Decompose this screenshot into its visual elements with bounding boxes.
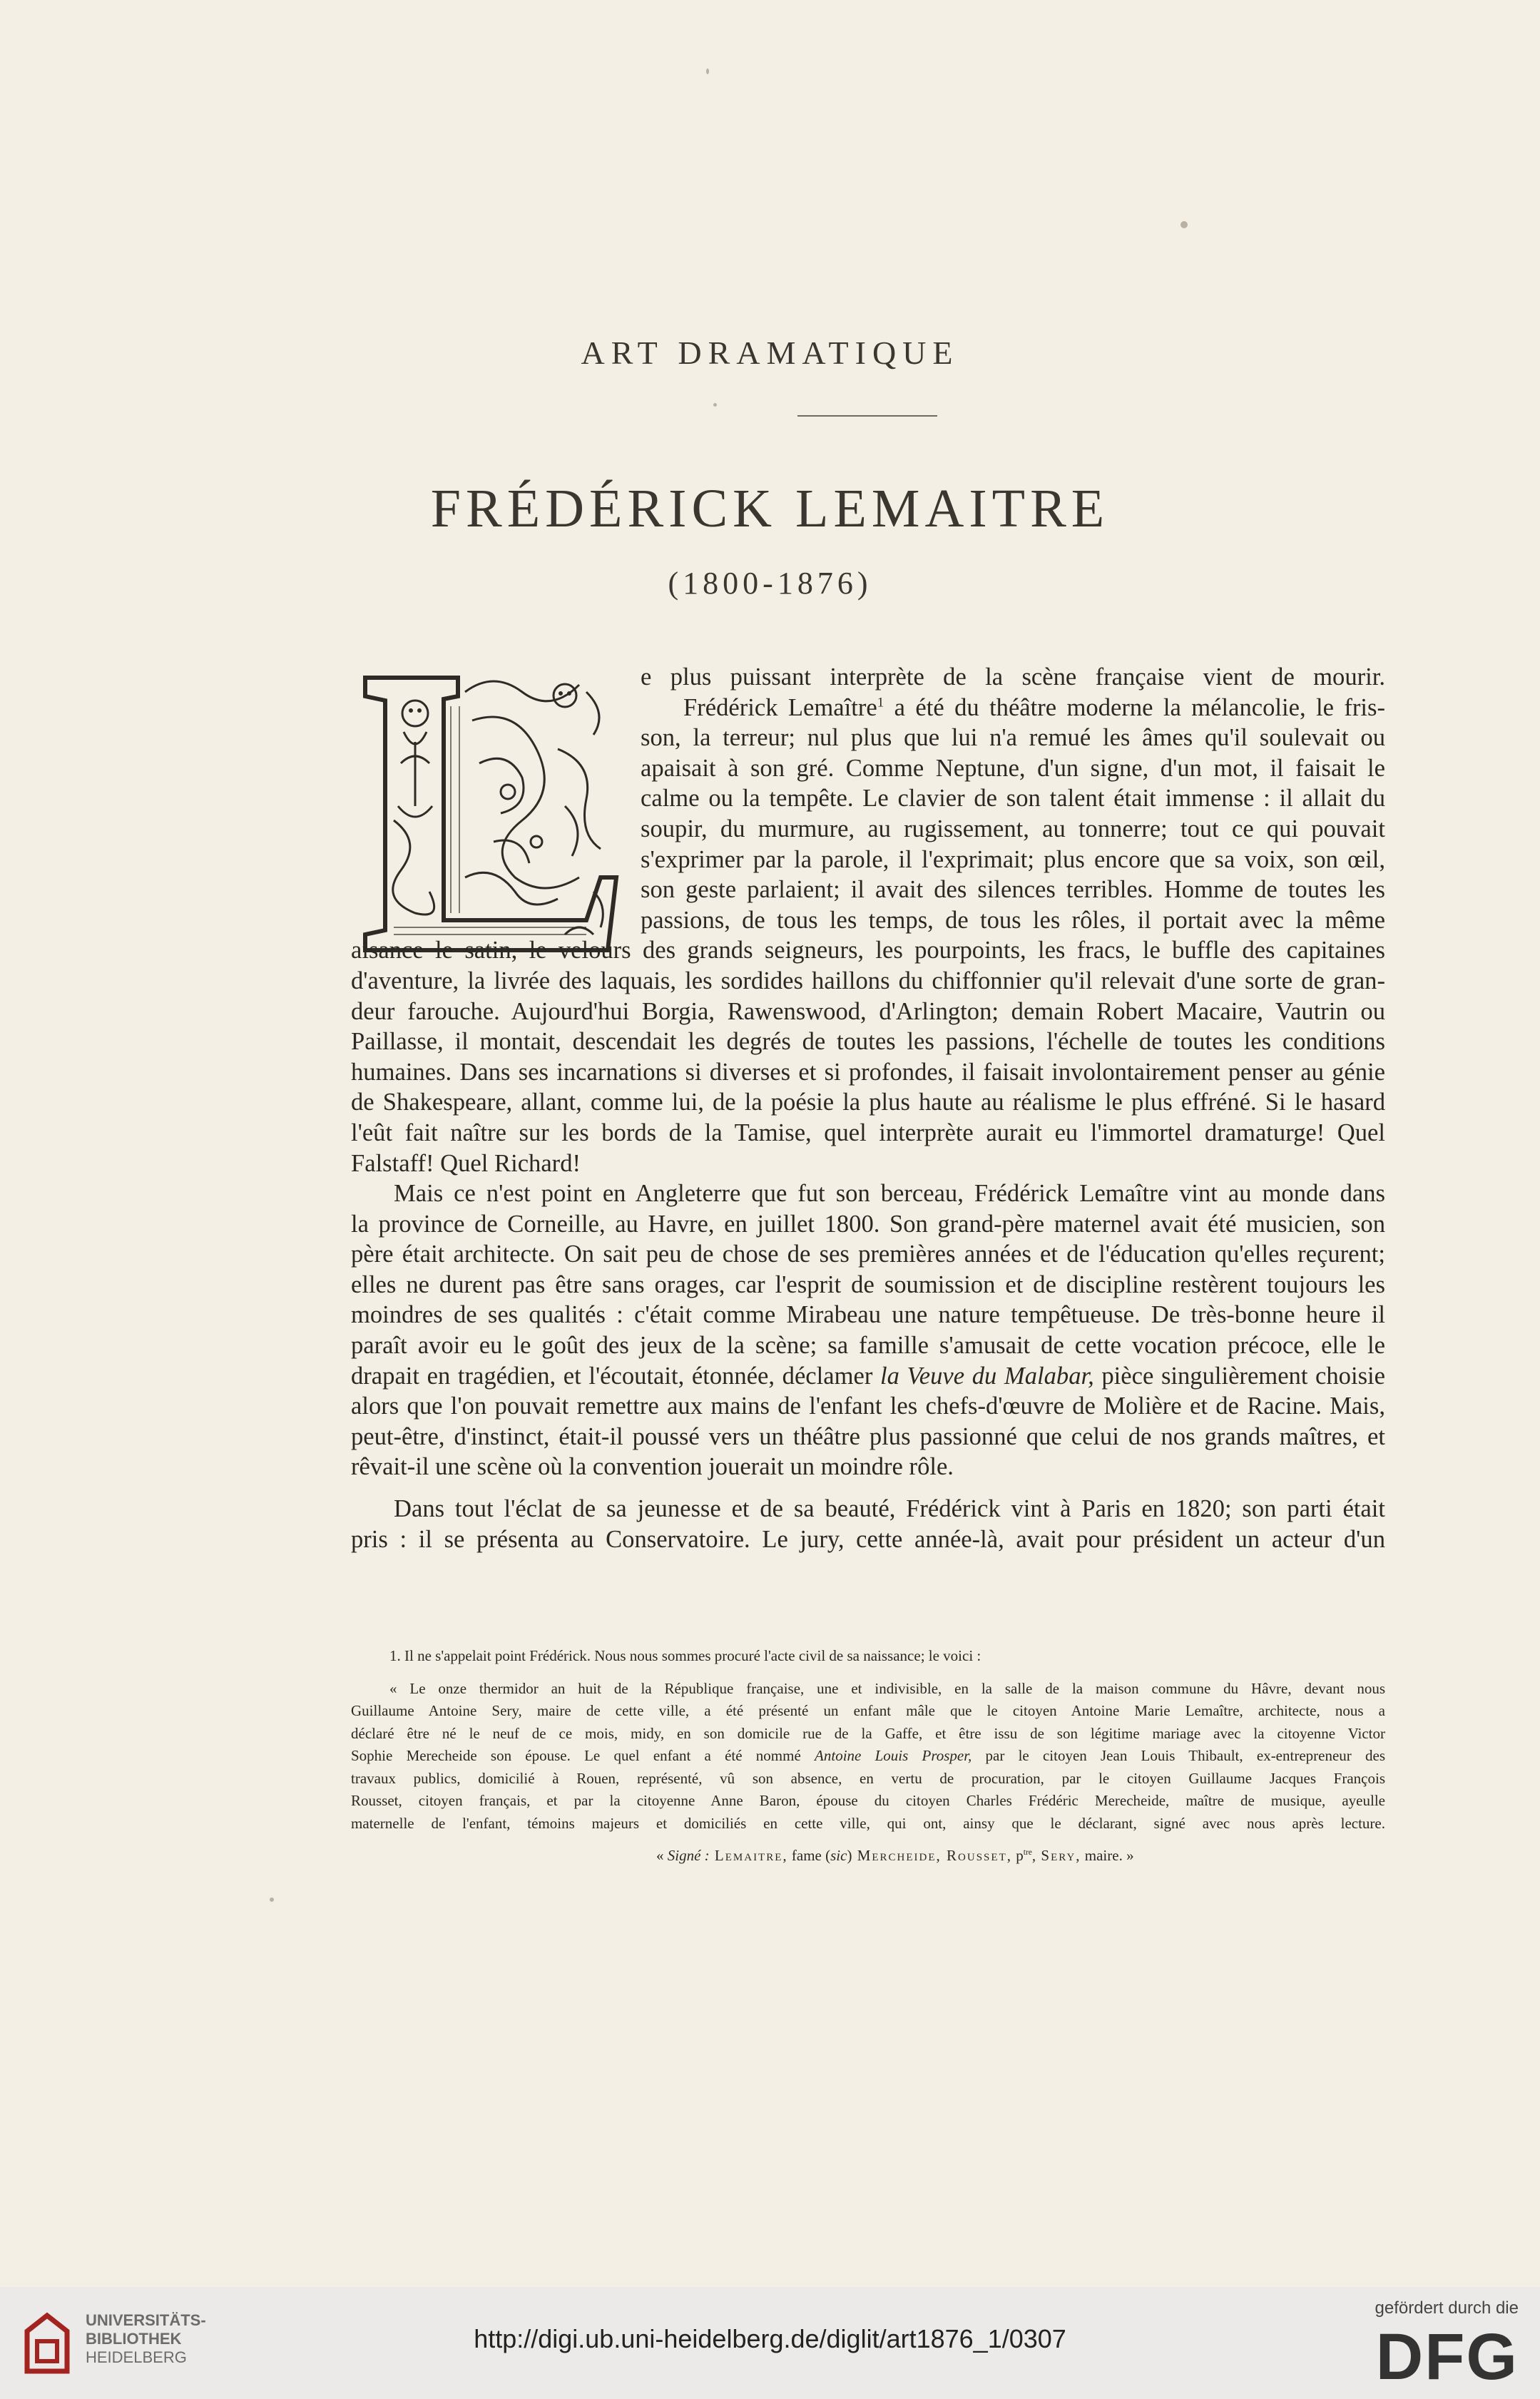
text-run: Sophie Merecheide son épouse. Le quel enfant a été nommé (351, 1747, 815, 1764)
text-line: deur farouche. Aujourd'hui Borgia, Rawenswood, d'Arlington; demain Robert Macaire, Vautrin ou (351, 997, 1385, 1025)
text-line (641, 693, 1385, 723)
life-dates: (1800-1876) (668, 566, 872, 601)
library-name-line: HEIDELBERG (86, 2348, 187, 2366)
text-run: pièce singulièrement choisie (1093, 1362, 1385, 1390)
footnote-marker[interactable]: 1 (877, 695, 884, 710)
text-line: peut-être, d'instinct, était-il poussé vers un théâtre plus passionné que celui de nos grands maîtres, et (351, 1422, 1385, 1450)
text-run: « (656, 1847, 668, 1864)
paper-speck (713, 403, 717, 407)
text-line: apaisait à son gré. Comme Neptune, d'un signe, d'un mot, il faisait le (641, 754, 1385, 782)
text-line: elles ne durent pas être sans orages, car l'esprit de soumission et de discipline restèrent toujours les (351, 1270, 1385, 1298)
article-body (351, 662, 1385, 1554)
footnote-line: Guillaume Antoine Sery, maire de cette ville, a été présenté un enfant mâle que le citoyen Antoine Marie Lemaître, architecte, nous a (351, 1702, 1385, 1719)
child-name: Antoine Louis Prosper, (815, 1747, 972, 1764)
footnotes (351, 1645, 1385, 1868)
text-run: a été du théâtre moderne la mélancolie, le fris- (884, 693, 1385, 721)
text-line: aisance le satin, le velours des grands seigneurs, les pourpoints, les fracs, le buffle des capitaines (351, 937, 1385, 964)
text-line: l'eût fait naître sur les bords de la Tamise, quel interprète aurait eu l'immortel dramaturge! Quel (351, 1119, 1385, 1146)
play-title: la Veuve du Malabar, (879, 1362, 1094, 1390)
text-line: Mais ce n'est point en Angleterre que fut son berceau, Frédérick Lemaître vint au monde dans (394, 1180, 1385, 1208)
paper-speck (706, 68, 709, 74)
text-line: humaines. Dans ses incarnations si diverses et si profondes, il faisait involontairement penser au génie (351, 1058, 1385, 1086)
text-line: la province de Corneille, au Havre, en juillet 1800. Son grand-père maternel avait été musicien, son (351, 1210, 1385, 1238)
sic-note: sic (830, 1847, 847, 1864)
text-run: p (1011, 1847, 1024, 1864)
text-line: pris : il se présenta au Conservatoire. Le jury, cette année-là, avait pour président un acteur d'un (351, 1525, 1385, 1553)
library-name-line: BIBLIOTHEK (86, 2330, 182, 2348)
signatory-name: Rousset, (941, 1847, 1012, 1864)
text-run: ) (847, 1847, 852, 1864)
text-run: par le citoyen Jean Louis Thibault, ex-entrepreneur des (972, 1747, 1386, 1764)
signatory-name: Mercheide, (852, 1847, 942, 1864)
text-line: soupir, du murmure, au rugissement, au tonnerre; tout ce qui pouvait (641, 815, 1385, 842)
footnote-line: Rousset, citoyen français, et par la citoyenne Anne Baron, épouse du citoyen Charles Frédéric Merecheide, maître de musique, ayeulle (351, 1792, 1385, 1809)
text-line: calme ou la tempête. Le clavier de son talent était immense : il allait du (641, 785, 1385, 813)
text-line: Falstaff! Quel Richard! (351, 1149, 581, 1177)
text-run: , (1031, 1847, 1036, 1864)
section-heading: ART DRAMATIQUE (581, 335, 959, 371)
signed-label: Signé : (667, 1847, 710, 1864)
text-line: e plus puissant interprète de la scène française vient de mourir. (641, 663, 1385, 691)
signature-line (351, 1845, 1385, 1868)
text-line (351, 1361, 1385, 1392)
footnote-gap (351, 1668, 1385, 1678)
text-run: drapait en tragédien, et l'écoutait, étonnée, déclamer (351, 1362, 880, 1390)
text-run: Frédérick Lemaître (683, 693, 877, 721)
text-line: père était architecte. On sait peu de chose de ses premières années et de l'éducation qu'elles reçurent; (351, 1241, 1385, 1268)
text-line: alors que l'on pouvait remettre aux mains de l'enfant les chefs-d'œuvre de Molière et de Racine. Mais, (351, 1392, 1385, 1420)
footnote-line: travaux publics, domicilié à Rouen, représenté, vû son absence, en vertu de procuration, par le citoyen Guillaume Jacques François (351, 1769, 1385, 1787)
library-name-line: UNIVERSITÄTS- (86, 2311, 206, 2329)
text-line: rêvait-il une scène où la convention jouerait un moindre rôle. (351, 1453, 954, 1481)
footnote-gap (351, 1835, 1385, 1845)
text-line: d'aventure, la livrée des laquais, les sordides haillons du chiffonnier qu'il relevait d'une sorte de gran- (351, 967, 1385, 994)
signatory-name: Lemaitre, (709, 1847, 788, 1864)
paragraph-gap (351, 1482, 1385, 1494)
article-title: FRÉDÉRICK LEMAITRE (430, 479, 1110, 539)
text-line: s'exprimer par la parole, il l'exprimait; plus encore que sa voix, son œil, (641, 845, 1385, 873)
footnote-line: maternelle de l'enfant, témoins majeurs et domiciliés en cette ville, qui ont, ainsy que le déclarant, signé avec nous après lecture. (351, 1814, 1385, 1832)
text-line: de Shakespeare, allant, comme lui, de la poésie la plus haute au réalisme le plus effréné. Si le hasard (351, 1089, 1385, 1116)
dfg-logo[interactable]: DFG (1375, 2321, 1519, 2393)
footnote-line (351, 1745, 1385, 1768)
text-line: son geste parlaient; il avait des silences terribles. Homme de toutes les (641, 876, 1385, 904)
text-line: Paillasse, il montait, descendait les degrés de toutes les passions, l'échelle de toutes les conditions (351, 1028, 1385, 1056)
heading-divider (797, 415, 937, 417)
superscript: tre (1023, 1848, 1032, 1857)
text-run: maire. » (1081, 1847, 1134, 1864)
text-line: passions, de tous les temps, de tous les rôles, il portait avec la même (641, 906, 1385, 934)
footnote-line: « Le onze thermidor an huit de la République française, une et indivisible, en la salle de la maison commune du Hâvre, devant nous (389, 1679, 1385, 1697)
permalink-url[interactable]: http://digi.ub.uni-heidelberg.de/diglit/art1876_1/0307 (474, 2324, 1066, 2353)
footnote-line: déclaré être né le neuf de ce mois, midy, en son domicile rue de la Gaffe, et être issu de son légitime mariage avec la citoyenne Victor (351, 1724, 1385, 1742)
text-run: fame ( (787, 1847, 831, 1864)
paper-speck (1181, 221, 1188, 228)
text-line: son, la terreur; nul plus que lui n'a remué les âmes qu'il soulevait ou (641, 724, 1385, 752)
funding-note: gefördert durch die (1375, 2298, 1519, 2318)
signatory-name: Sery, (1036, 1847, 1081, 1864)
paper-speck (270, 1898, 274, 1902)
text-line: moindres de ses qualités : c'était comme Mirabeau une nature tempêtueuse. De très-bonne heure il (351, 1301, 1385, 1329)
footnote-line: 1. Il ne s'appelait point Frédérick. Nous nous sommes procuré l'acte civil de sa naissance; le voici : (389, 1647, 981, 1664)
text-line: paraît avoir eu le goût des jeux de la scène; sa famille s'amusait de cette vocation précoce, elle le (351, 1332, 1385, 1360)
text-line: Dans tout l'éclat de sa jeunesse et de sa beauté, Frédérick vint à Paris en 1820; son parti était (394, 1495, 1385, 1523)
